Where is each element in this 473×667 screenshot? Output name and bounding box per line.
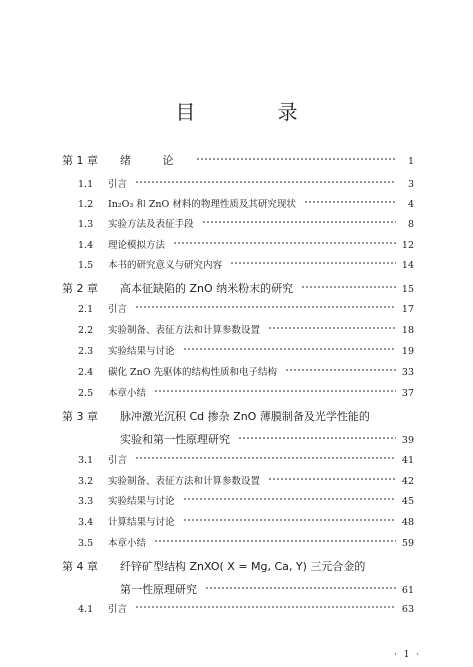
toc-leader-dots	[183, 517, 396, 523]
toc-entry-number: 1.1	[78, 179, 94, 190]
toc-entry-number: 第 3 章	[62, 410, 98, 423]
toc-chapter-entry	[62, 152, 414, 168]
toc-leader-dots	[135, 179, 396, 185]
toc-leader-dots	[268, 325, 396, 331]
toc-entry-number: 3.2	[78, 476, 94, 487]
toc-chapter-entry	[62, 581, 414, 597]
toc-entry-page: 37	[401, 388, 414, 399]
toc-section-entry	[78, 343, 414, 357]
toc-section-entry	[78, 237, 414, 251]
toc-section-entry	[78, 452, 414, 466]
toc-entry-title: 实验结果与讨论	[108, 496, 175, 507]
toc-entry-page: 14	[401, 260, 414, 271]
toc-chapter-entry	[62, 280, 414, 296]
toc-entry-title: 计算结果与讨论	[108, 517, 175, 528]
toc-entry-title: 第一性原理研究	[120, 583, 197, 596]
toc-entry-number: 1.4	[78, 240, 94, 251]
toc-entry-title: 实验结果与讨论	[108, 346, 175, 357]
toc-entry-number: 3.5	[78, 538, 94, 549]
toc-entry-title: 脉冲激光沉积 Cd 掺杂 ZnO 薄膜制备及光学性能的	[120, 410, 370, 423]
toc-leader-dots	[135, 304, 396, 310]
toc-leader-dots	[230, 260, 396, 266]
toc-entry-page: 12	[401, 240, 414, 251]
toc-entry-page: 8	[407, 219, 414, 230]
toc-entry-page: 61	[401, 585, 414, 596]
toc-leader-dots	[268, 476, 396, 482]
toc-section-entry	[78, 385, 414, 399]
toc-entry-number: 1.2	[78, 199, 94, 210]
toc-leader-dots	[301, 284, 396, 290]
toc-entry-page: 17	[401, 304, 414, 315]
toc-entry-page: 39	[401, 435, 414, 446]
toc-entry-number: 第 2 章	[62, 282, 98, 295]
toc-section-entry	[78, 257, 414, 271]
toc-entry-title: 本书的研究意义与研究内容	[108, 260, 223, 271]
toc-chapter-entry	[62, 558, 414, 574]
toc-entry-title: 高本征缺陷的 ZnO 纳米粉末的研究	[120, 282, 294, 295]
toc-section-entry	[78, 514, 414, 528]
toc-entry-number: 第 1 章	[62, 154, 98, 167]
toc-entry-page: 63	[401, 604, 414, 615]
toc-section-entry	[78, 493, 414, 507]
toc-section-entry	[78, 364, 414, 378]
toc-entry-page: 41	[401, 455, 414, 466]
toc-chapter-entry	[62, 431, 414, 447]
toc-entry-number: 4.1	[78, 604, 94, 615]
toc-entry-title: 本章小结	[108, 538, 147, 549]
toc-entry-title: 引言	[108, 455, 128, 466]
toc-entry-title: 实验和第一性原理研究	[120, 433, 230, 446]
toc-leader-dots	[202, 219, 396, 225]
toc-section-entry	[78, 176, 414, 190]
toc-entry-number: 1.5	[78, 260, 94, 271]
toc-entry-number: 3.1	[78, 455, 94, 466]
toc-leader-dots	[154, 538, 396, 544]
toc-entry-title: 引言	[108, 604, 128, 615]
toc-entry-title: 实验制备、表征方法和计算参数设置	[108, 325, 261, 336]
toc-leader-dots	[173, 240, 396, 246]
toc-entry-title: 纤锌矿型结构 ZnXO( X = Mg, Ca, Y) 三元合金的	[120, 560, 366, 573]
toc-leader-dots	[285, 367, 396, 373]
toc-leader-dots	[205, 585, 396, 591]
toc-entry-title: 碳化 ZnO 先驱体的结构性质和电子结构	[108, 367, 278, 378]
toc-section-entry	[78, 601, 414, 615]
toc-entry-number: 3.4	[78, 517, 94, 528]
toc-entry-number: 2.4	[78, 367, 94, 378]
toc-entry-title: 引言	[108, 179, 128, 190]
toc-entry-number: 第 4 章	[62, 560, 98, 573]
toc-entry-number: 2.5	[78, 388, 94, 399]
toc-section-entry	[78, 216, 414, 230]
toc-entry-page: 18	[401, 325, 414, 336]
toc-leader-dots	[183, 346, 396, 352]
toc-leader-dots	[135, 455, 396, 461]
toc-entry-page: 15	[401, 284, 414, 295]
toc-entry-number: 1.3	[78, 219, 94, 230]
toc-entry-number: 2.3	[78, 346, 94, 357]
page-title: 目 录	[175, 100, 336, 124]
toc-leader-dots	[183, 496, 396, 502]
toc-entry-title: In₂O₃ 和 ZnO 材料的物理性质及其研究现状	[108, 199, 296, 210]
toc-leader-dots	[154, 388, 396, 394]
toc-leader-dots	[304, 199, 396, 205]
toc-entry-number: 2.2	[78, 325, 94, 336]
toc-section-entry	[78, 196, 414, 210]
toc-entry-title: 绪 论	[120, 154, 188, 167]
toc-entry-number: 3.3	[78, 496, 94, 507]
toc-entry-title: 实验制备、表征方法和计算参数设置	[108, 476, 261, 487]
toc-entry-page: 42	[401, 476, 414, 487]
toc-entry-number: 2.1	[78, 304, 94, 315]
toc-entry-title: 本章小结	[108, 388, 147, 399]
toc-entry-page: 45	[401, 496, 414, 507]
toc-entry-page: 59	[401, 538, 414, 549]
toc-section-entry	[78, 322, 414, 336]
toc-entry-title: 引言	[108, 304, 128, 315]
toc-section-entry	[78, 535, 414, 549]
toc-entry-page: 4	[407, 199, 414, 210]
toc-leader-dots	[135, 604, 396, 610]
toc-entry-page: 1	[407, 156, 414, 167]
toc-leader-dots	[238, 435, 396, 441]
toc-entry-page: 19	[401, 346, 414, 357]
toc-section-entry	[78, 473, 414, 487]
toc-entry-title: 理论模拟方法	[108, 240, 166, 251]
toc-entry-page: 33	[401, 367, 414, 378]
footer-page-number: · 1 ·	[394, 650, 422, 660]
toc-section-entry	[78, 301, 414, 315]
toc-entry-page: 3	[407, 179, 414, 190]
toc-entry-title: 实验方法及表征手段	[108, 219, 194, 230]
toc-leader-dots	[196, 156, 397, 162]
toc-chapter-entry	[62, 408, 414, 424]
toc-entry-page: 48	[401, 517, 414, 528]
